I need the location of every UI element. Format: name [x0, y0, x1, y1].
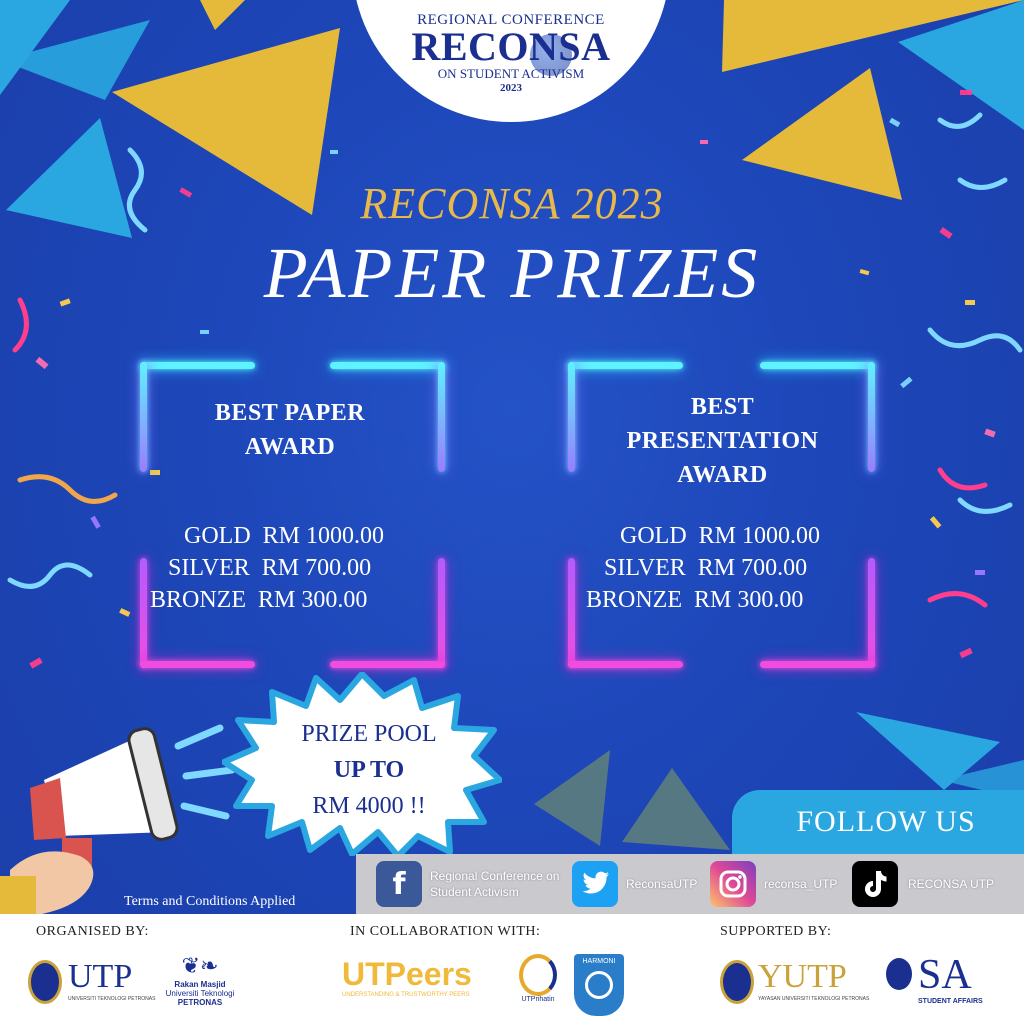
organised-by-label: ORGANISED BY:: [36, 924, 149, 939]
follow-us-label: FOLLOW US: [732, 790, 1024, 854]
student-affairs-logo: SA STUDENT AFFAIRS: [886, 954, 996, 1014]
instagram-icon: [710, 861, 756, 907]
utpeers-logo: UTPeers UNDERSTANDING & TRUSTWORTHY PEERS: [342, 956, 472, 998]
social-tiktok[interactable]: RECONSA UTP: [852, 860, 994, 908]
prize-pool-text: PRIZE POOL UP TO RM 4000 !!: [301, 721, 437, 819]
utp-logo: UTP UNIVERSITI TEKNOLOGI PETRONAS: [28, 956, 158, 1012]
social-facebook[interactable]: f Regional Conference on Student Activism: [376, 860, 570, 908]
best-presentation-award-title: BEST PRESENTATION AWARD: [626, 394, 819, 488]
tiktok-icon: [852, 861, 898, 907]
prize-row-gold: GOLD RM 1000.00: [184, 523, 385, 549]
twitter-icon: [572, 861, 618, 907]
facebook-icon: f: [376, 861, 422, 907]
utprihatin-logo: UTPrihatin: [512, 954, 564, 1018]
social-instagram[interactable]: reconsa_UTP: [710, 860, 837, 908]
rakan-masjid-logo: ❦❧ Rakan Masjid Universiti Teknologi PETRONAS: [160, 954, 240, 1014]
prize-row-gold: GOLD RM 1000.00: [620, 523, 821, 549]
prize-row-bronze: BRONZE RM 300.00: [150, 587, 368, 613]
logo-brand: RECONSA: [411, 24, 611, 69]
logo-line3: ON STUDENT ACTIVISM: [437, 66, 585, 81]
yutp-logo: YUTP YAYASAN UNIVERSITI TEKNOLOGI PETRONAS: [720, 956, 880, 1012]
harmoni-logo: HARMONI: [574, 954, 624, 1016]
prize-row-silver: SILVER RM 700.00: [168, 555, 372, 581]
footer: [0, 914, 1024, 1024]
event-subtitle: RECONSA 2023: [360, 179, 664, 228]
logo-line1: REGIONAL CONFERENCE: [417, 12, 605, 28]
social-twitter[interactable]: ReconsaUTP: [572, 860, 697, 908]
prize-row-silver: SILVER RM 700.00: [604, 555, 808, 581]
supported-by-label: SUPPORTED BY:: [720, 924, 832, 939]
terms-note: Terms and Conditions Applied: [124, 894, 296, 909]
page-title: PAPER PRIZES: [263, 233, 761, 313]
collaboration-label: IN COLLABORATION WITH:: [350, 924, 541, 939]
social-bar: [356, 854, 1024, 914]
best-paper-award-title: BEST PAPER AWARD: [214, 400, 366, 460]
logo-year: 2023: [500, 82, 522, 94]
calligraphy-mark: ❦❧: [181, 954, 219, 979]
prize-row-bronze: BRONZE RM 300.00: [586, 587, 804, 613]
